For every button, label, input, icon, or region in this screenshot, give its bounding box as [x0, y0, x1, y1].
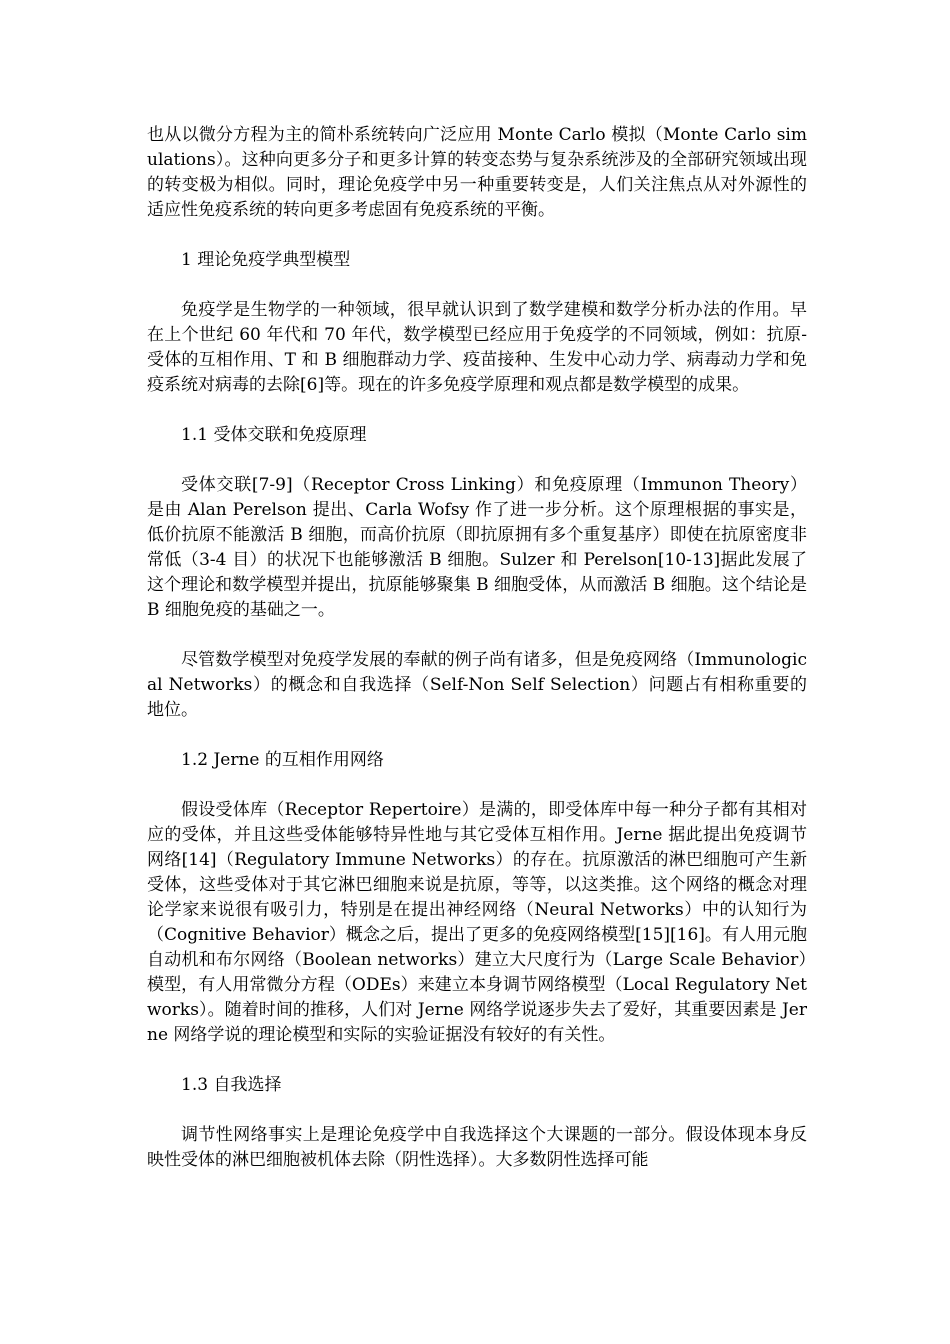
body-paragraph: 尽管数学模型对免疫学发展的奉献的例子尚有诸多，但是免疫网络（Immunological Networks）的概念和自我选择（Self-Non Self Selection）问题占有相称重要的地位。 [147, 650, 807, 720]
body-paragraph: 也从以微分方程为主的简朴系统转向广泛应用 Monte Carlo 模拟（Monte Carlo simulations）。这种向更多分子和更多计算的转变态势与复杂系统涉及的全部研究领域出现的转变极为相似。同时，理论免疫学中另一种重要转变是，人们关注焦点从对外源性的适应性免疫系统的转向更多考虑固有免疫系统的平衡。 [147, 125, 807, 220]
body-paragraph: 假设受体库（Receptor Repertoire）是满的，即受体库中每一种分子都有其相对应的受体，并且这些受体能够特异性地与其它受体互相作用。Jerne 据此提出免疫调节网络[14]（Regulatory Immune Networks）的存在。抗原激活的淋巴细胞可产生新受体，这些受体对于其它淋巴细胞来说是抗原，等等，以这类推。这个网络的概念对理论学家来说很有吸引力，特别是在提出神经网络（Neural Networks）中的认知行为（Cognitive Behavior）概念之后，提出了更多的免疫网络模型[15][16]。有人用元胞自动机和布尔网络（Boolean networks）建立大尺度行为（Large Scale Behavior）模型，有人用常微分方程（ODEs）来建立本身调节网络模型（Local Regulatory Networks）。随着时间的推移，人们对 Jerne 网络学说逐步失去了爱好，其重要因素是 Jerne 网络学说的理论模型和实际的实验证据没有较好的有关性。 [147, 800, 807, 1045]
body-paragraph: 调节性网络事实上是理论免疫学中自我选择这个大课题的一部分。假设体现本身反映性受体的淋巴细胞被机体去除（阴性选择）。大多数阴性选择可能 [147, 1125, 807, 1170]
body-paragraph: 受体交联[7-9]（Receptor Cross Linking）和免疫原理（Immunon Theory）是由 Alan Perelson 提出、Carla Wofsy 作了进一步分析。这个原理根据的事实是，低价抗原不能激活 B 细胞，而高价抗原（即抗原拥有多个重复基序）即使在抗原密度非常低（3-4 目）的状况下也能够激活 B 细胞。Sulzer 和 Perelson[10-13]据此发展了这个理论和数学模型并提出，抗原能够聚集 B 细胞受体，从而激活 B 细胞。这个结论是 B 细胞免疫的基础之一。 [147, 475, 807, 620]
document-body [147, 123, 807, 1198]
section-heading: 1 理论免疫学典型模型 [181, 250, 351, 270]
section-heading: 1.1 受体交联和免疫原理 [181, 425, 367, 445]
section-heading: 1.2 Jerne 的互相作用网络 [181, 750, 384, 770]
body-paragraph: 免疫学是生物学的一种领域，很早就认识到了数学建模和数学分析办法的作用。早在上个世纪 60 年代和 70 年代，数学模型已经应用于免疫学的不同领域，例如：抗原-受体的互相作用、T 和 B 细胞群动力学、疫苗接种、生发中心动力学、病毒动力学和免疫系统对病毒的去除[6]等。现在的许多免疫学原理和观点都是数学模型的成果。 [147, 300, 807, 395]
section-heading: 1.3 自我选择 [181, 1075, 282, 1095]
